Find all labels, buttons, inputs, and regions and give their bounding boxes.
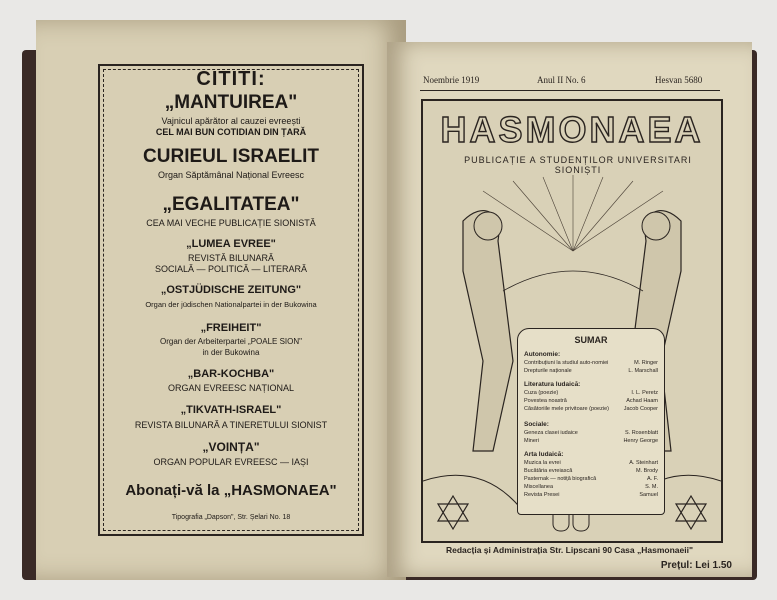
issue-date: Noembrie 1919 xyxy=(423,75,480,85)
ad-line: Vajnicul apărător al cauzei evreești xyxy=(161,116,301,126)
summary-item: Povestea noastră Achad Haam xyxy=(524,398,658,404)
ad-line: SOCIALĂ — POLITICĂ — LITERARĂ xyxy=(154,264,308,274)
ad-title-ostjudische: „OSTJÜDISCHE ZEITUNG" xyxy=(160,284,302,296)
ad-line: CEA MAI VECHE PUBLICAȚIE SIONISTĂ xyxy=(146,218,316,228)
summary-item: Drepturile naționale L. Marschall xyxy=(524,368,658,374)
issue-number: Anul II No. 6 xyxy=(537,75,586,85)
ad-title-tikvath: „TIKVATH-ISRAEL" xyxy=(180,404,282,416)
left-page xyxy=(36,20,406,580)
header-rule xyxy=(420,90,720,91)
open-book xyxy=(22,20,757,580)
summary-section: Autonomie: xyxy=(524,351,561,358)
summary-section: Literatura Iudaică: xyxy=(524,381,581,388)
printer-line: Tipografia „Dapson", Str. Șelari No. 18 xyxy=(171,514,291,521)
magazine-masthead: HASMONAEA xyxy=(440,109,704,150)
ad-line: Organ der jüdischen Nationalpartei in der Bukowina xyxy=(145,300,317,309)
cover-illustration xyxy=(421,99,723,543)
ad-heading: CITITI: xyxy=(196,68,266,90)
ad-line: in der Bukowina xyxy=(202,348,260,357)
ad-line: REVISTĂ BILUNARĂ xyxy=(187,253,275,263)
summary-item: Pasternak — notiță biografică A. F. xyxy=(524,476,658,482)
summary-item: Căsătoriile mele privitoare (poezie) Jacob Cooper xyxy=(524,406,658,412)
summary-item: Geneza clasei iudaice S. Rosenblatt xyxy=(524,430,658,436)
hebrew-date: Hesvan 5680 xyxy=(655,75,703,85)
ad-subscribe-footer: Abonați-vă la „HASMONAEA" xyxy=(125,482,337,499)
ad-title-freiheit: „FREIHEIT" xyxy=(200,322,262,334)
summary-section: Arta Iudaică: xyxy=(524,451,564,458)
ad-line: REVISTA BILUNARĂ A TINERETULUI SIONIST xyxy=(134,420,328,430)
right-page xyxy=(387,42,752,577)
masthead-subtitle: PUBLICAȚIE A STUDENȚILOR UNIVERSITARI SIONIȘTI xyxy=(464,155,692,175)
ad-title-mantuirea: „MANTUIREA" xyxy=(164,92,298,113)
ad-title-lumea: „LUMEA EVREE" xyxy=(186,238,276,250)
ad-title-curieul: CURIEUL ISRAELIT xyxy=(143,146,319,167)
advertisement-frame xyxy=(98,64,364,536)
ad-title-vointa: „VOINȚA" xyxy=(202,440,260,454)
ad-line: Organ der Arbeiterpartei „POALE SION" xyxy=(159,337,302,346)
price-label: Prețul: Lei 1.50 xyxy=(660,560,732,571)
table-of-contents xyxy=(517,328,665,515)
summary-item: Mineri Henry George xyxy=(524,438,658,444)
ad-line: CEL MAI BUN COTIDIAN DIN ȚARĂ xyxy=(155,127,307,137)
summary-item: Cuza (poezie) I. L. Peretz xyxy=(524,390,658,396)
ad-title-bar-kochba: „BAR-KOCHBA" xyxy=(187,368,275,380)
summary-item: Miscellanea S. M. xyxy=(524,484,658,490)
editorial-address: Redacția și Administrația Str. Lipscani 90 Casa „Hasmonaeii" xyxy=(445,545,693,555)
ad-line: Organ Săptămânal Național Evreesc xyxy=(157,170,305,180)
summary-item: Bucătăria evreiască M. Brody xyxy=(524,468,658,474)
ad-line: ORGAN EVREESC NAȚIONAL xyxy=(167,383,295,393)
summary-item: Muzica la evrei A. Steinhart xyxy=(524,460,658,466)
ad-line: ORGAN POPULAR EVREESC — IAȘI xyxy=(153,457,309,467)
ad-title-egalitatea: „EGALITATEA" xyxy=(162,194,300,215)
summary-title: SUMAR xyxy=(574,335,608,345)
summary-item: Contribuțiuni la studiul auto-nomiei M. Ringer xyxy=(524,360,658,366)
summary-item: Revista Presei Samuel xyxy=(524,492,658,498)
summary-section: Sociale: xyxy=(524,421,549,428)
